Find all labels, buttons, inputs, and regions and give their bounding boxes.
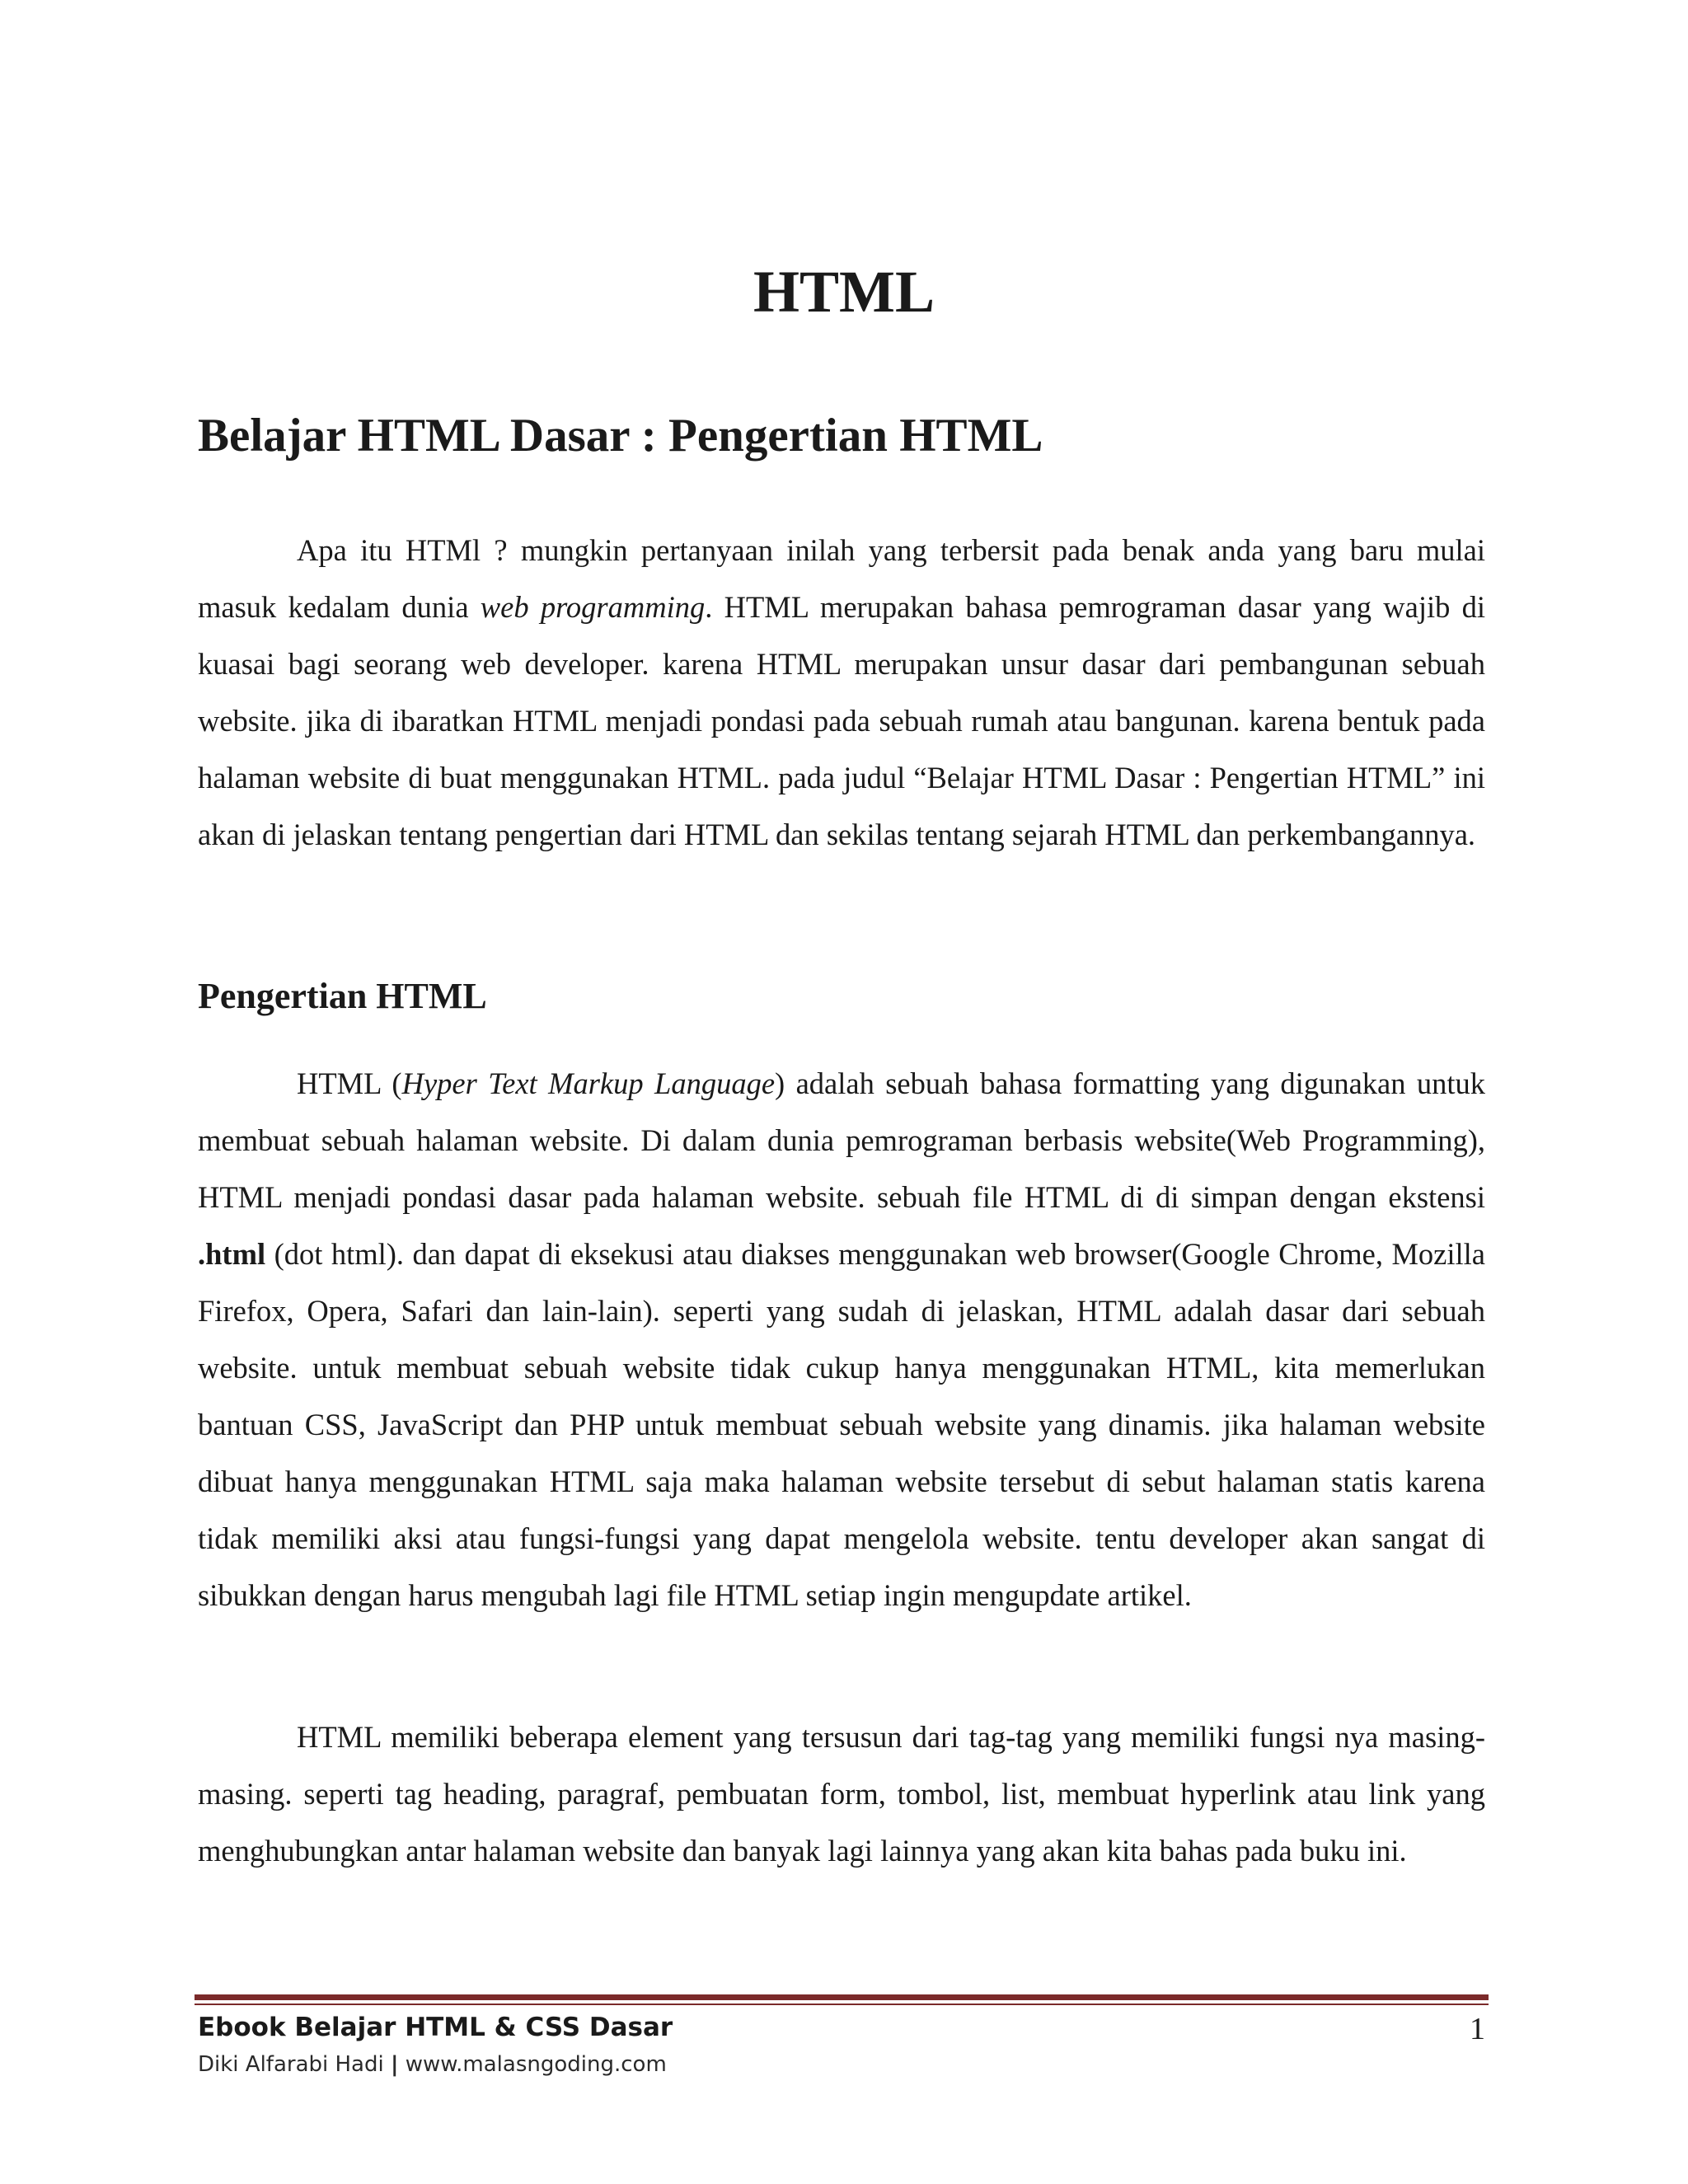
intro-paragraph bbox=[198, 522, 1485, 863]
footer-separator: | bbox=[390, 2052, 399, 2077]
page-title: HTML bbox=[753, 259, 935, 325]
intro-text-2: . HTML merupakan bahasa pemrograman dasar yang wajib di kuasai bagi seorang web developer. karena HTML merupakan unsur dasar dari pembangunan sebuah website. jika di ibaratkan HTML menjadi pondasi pada sebuah rumah atau bangunan. karena bentuk pada halaman website di buat menggunakan HTML. pada judul “Belajar HTML Dasar : Pengertian HTML” ini akan di jelaskan tentang pengertian dari HTML dan sekilas tentang sejarah HTML dan perkembangannya. bbox=[198, 590, 1486, 851]
footer-rule-thin bbox=[195, 2004, 1489, 2005]
intro-emphasis: web programming bbox=[480, 590, 706, 624]
page-number: 1 bbox=[1470, 2012, 1485, 2046]
chapter-heading: Belajar HTML Dasar : Pengertian HTML bbox=[198, 410, 1043, 462]
footer-website: www.malasngoding.com bbox=[405, 2052, 667, 2077]
definition-paragraph bbox=[198, 1055, 1485, 1624]
intro-text-1: Apa itu HTMl ? mungkin pertanyaan inilah yang terbersit pada benak anda yang baru mulai masuk kedalam dunia bbox=[198, 533, 1485, 624]
definition-text-2: ) adalah sebuah bahasa formatting yang digunakan untuk membuat sebuah halaman website. Di dalam dunia pemrograman berbasis website(Web Programming), HTML menjadi pondasi dasar pada halaman website. sebuah file HTML di di simpan dengan ekstensi bbox=[198, 1066, 1486, 1214]
definition-emphasis: Hyper Text Markup Language bbox=[401, 1066, 776, 1100]
footer-author-line bbox=[198, 2052, 667, 2078]
definition-text-1: HTML ( bbox=[297, 1066, 402, 1100]
footer-author: Diki Alfarabi Hadi bbox=[198, 2052, 384, 2077]
definition-text-3: (dot html). dan dapat di eksekusi atau diakses menggunakan web browser(Google Chrome, Mozilla Firefox, Opera, Safari dan lain-lain). seperti yang sudah di jelaskan, HTML adalah dasar dari sebuah website. untuk membuat sebuah website tidak cukup hanya menggunakan HTML, kita memerlukan bantuan CSS, JavaScript dan PHP untuk membuat sebuah website yang dinamis. jika halaman website dibuat hanya menggunakan HTML saja maka halaman website tersebut di sebut halaman statis karena tidak memiliki aksi atau fungsi-fungsi yang dapat mengelola website. tentu developer akan sangat di sibukkan dengan harus mengubah lagi file HTML setiap ingin mengupdate artikel. bbox=[198, 1237, 1485, 1612]
elements-paragraph: HTML memiliki beberapa element yang tersusun dari tag-tag yang memiliki fungsi nya masing-masing. seperti tag heading, paragraf, pembuatan form, tombol, list, membuat hyperlink atau link yang menghubungkan antar halaman website dan banyak lagi lainnya yang akan kita bahas pada buku ini. bbox=[198, 1720, 1485, 1868]
footer-book-title: Ebook Belajar HTML & CSS Dasar bbox=[198, 2013, 673, 2042]
footer-rule-thick bbox=[195, 1994, 1489, 2000]
definition-extension: .html bbox=[198, 1237, 266, 1271]
section-heading: Pengertian HTML bbox=[198, 976, 487, 1016]
